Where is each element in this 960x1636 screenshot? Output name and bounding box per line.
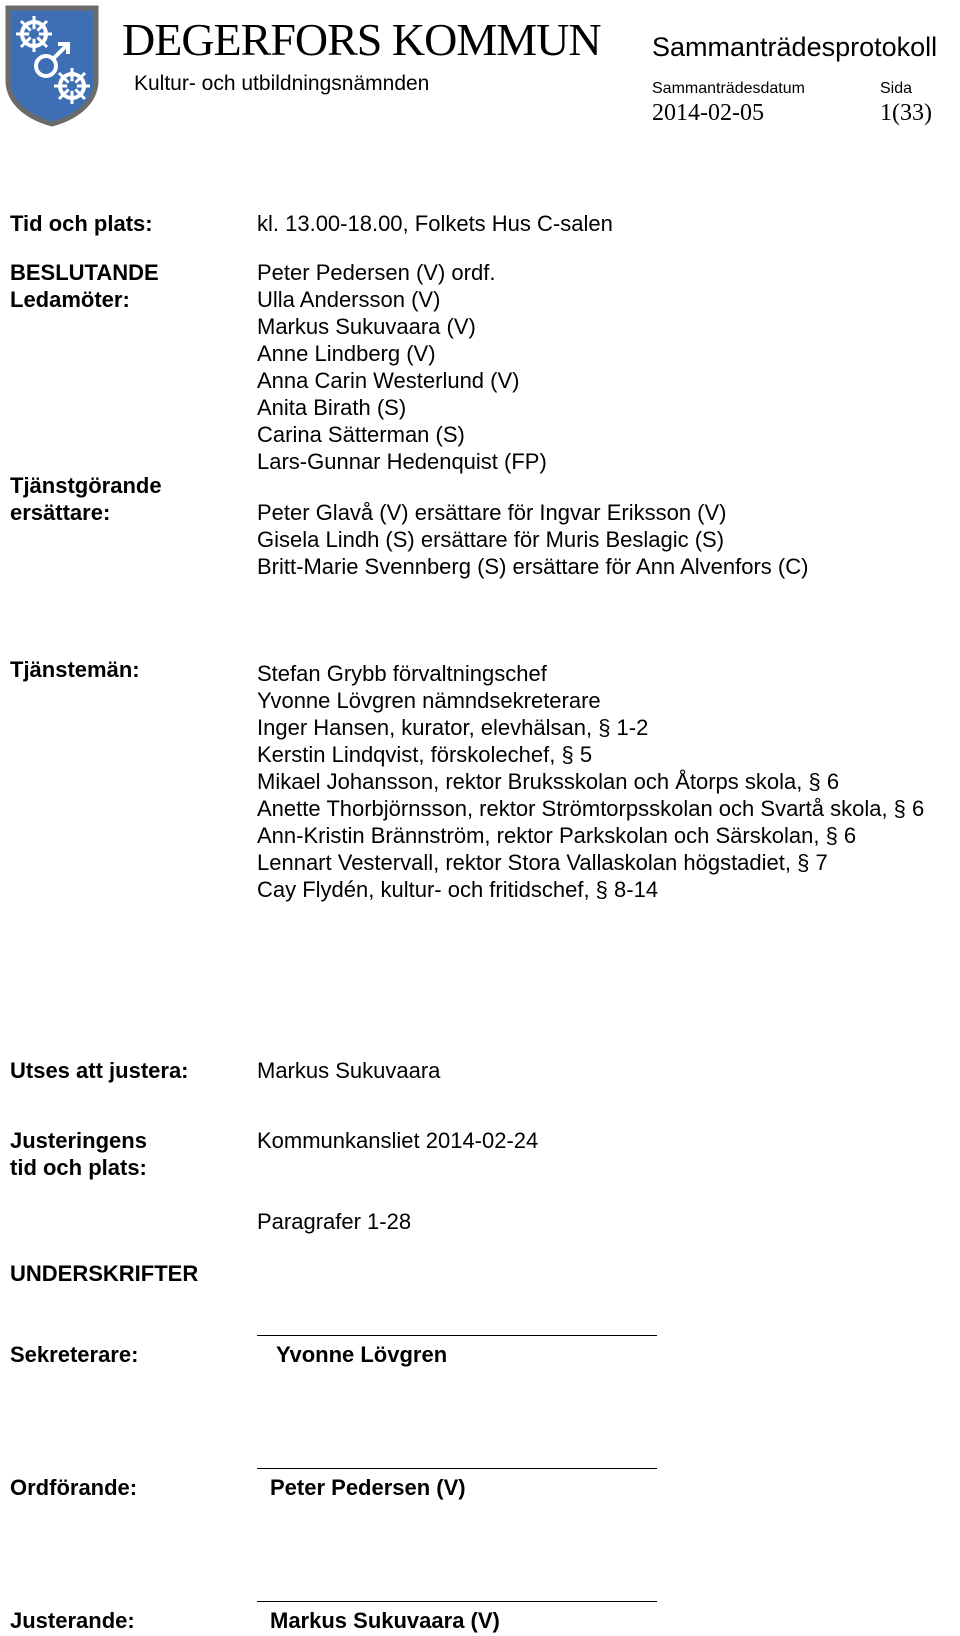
chair-label: Ordförande: xyxy=(10,1475,138,1500)
list-item: Lennart Vestervall, rektor Stora Vallaskolan högstadiet, § 7 xyxy=(257,850,828,875)
meeting-date-label: Sammanträdesdatum xyxy=(652,80,805,97)
voting-label-line-1: BESLUTANDE xyxy=(10,260,159,285)
list-item: Ann-Kristin Brännström, rektor Parkskolan och Särskolan, § 6 xyxy=(257,823,857,848)
list-item: Lars-Gunnar Hedenquist (FP) xyxy=(257,449,547,474)
adjustment-label-line-2: tid och plats: xyxy=(10,1155,147,1180)
list-item: Carina Sätterman (S) xyxy=(257,422,465,447)
list-item: Stefan Grybb förvaltningschef xyxy=(257,661,547,686)
list-item: Markus Sukuvaara (V) xyxy=(257,314,476,339)
list-item: Anne Lindberg (V) xyxy=(257,341,436,366)
signatures-heading: UNDERSKRIFTER xyxy=(10,1261,199,1286)
substitutes-list xyxy=(257,499,808,580)
members-list xyxy=(257,259,547,475)
voting-members-label xyxy=(10,259,159,313)
list-item: Gisela Lindh (S) ersättare för Muris Beslagic (S) xyxy=(257,527,725,552)
list-item: Kerstin Lindqvist, förskolechef, § 5 xyxy=(257,742,593,767)
time-place-value: kl. 13.00-18.00, Folkets Hus C-salen xyxy=(257,211,613,236)
substitutes-label xyxy=(10,472,162,526)
paragraphs-value: Paragrafer 1-28 xyxy=(257,1209,412,1234)
adjustment-label-line-1: Justeringens xyxy=(10,1128,147,1153)
chair-name: Peter Pedersen (V) xyxy=(270,1475,466,1500)
officials-label: Tjänstemän: xyxy=(10,657,140,682)
page-label: Sida xyxy=(880,80,913,97)
list-item: Yvonne Lövgren nämndsekreterare xyxy=(257,688,601,713)
list-item: Anette Thorbjörnsson, rektor Strömtorpsskolan och Svartå skola, § 6 xyxy=(257,796,925,821)
adjustment-time-place-label xyxy=(10,1127,147,1181)
page-number: 1(33) xyxy=(880,100,932,126)
meeting-date-value: 2014-02-05 xyxy=(652,100,764,126)
appointed-adjuster-label: Utses att justera: xyxy=(10,1058,189,1083)
secretary-signature-line xyxy=(257,1335,657,1336)
appointed-adjuster-value: Markus Sukuvaara xyxy=(257,1058,441,1083)
adjuster-signature-line xyxy=(257,1601,657,1602)
organization-name: DEGERFORS KOMMUN xyxy=(122,14,601,65)
list-item: Inger Hansen, kurator, elevhälsan, § 1-2 xyxy=(257,715,649,740)
document-type: Sammanträdesprotokoll xyxy=(652,32,938,62)
chair-signature-line xyxy=(257,1468,657,1469)
list-item: Britt-Marie Svennberg (S) ersättare för Ann Alvenfors (C) xyxy=(257,554,809,579)
list-item: Peter Pedersen (V) ordf. xyxy=(257,260,496,285)
substitutes-label-line-2: ersättare: xyxy=(10,500,111,525)
substitutes-label-line-1: Tjänstgörande xyxy=(10,473,162,498)
officials-list xyxy=(257,660,924,903)
voting-label-line-2: Ledamöter: xyxy=(10,287,130,312)
municipal-coat-of-arms-icon xyxy=(4,4,100,128)
secretary-name: Yvonne Lövgren xyxy=(276,1342,448,1367)
list-item: Peter Glavå (V) ersättare för Ingvar Eriksson (V) xyxy=(257,500,727,525)
list-item: Anita Birath (S) xyxy=(257,395,407,420)
adjuster-name: Markus Sukuvaara (V) xyxy=(270,1608,500,1633)
department-name: Kultur- och utbildningsnämnden xyxy=(134,72,430,95)
adjuster-label: Justerande: xyxy=(10,1608,135,1633)
list-item: Anna Carin Westerlund (V) xyxy=(257,368,520,393)
time-place-label: Tid och plats: xyxy=(10,211,153,236)
adjustment-time-place-value: Kommunkansliet 2014-02-24 xyxy=(257,1128,539,1153)
secretary-label: Sekreterare: xyxy=(10,1342,139,1367)
list-item: Cay Flydén, kultur- och fritidschef, § 8-14 xyxy=(257,877,659,902)
list-item: Mikael Johansson, rektor Bruksskolan och Åtorps skola, § 6 xyxy=(257,769,840,794)
list-item: Ulla Andersson (V) xyxy=(257,287,441,312)
